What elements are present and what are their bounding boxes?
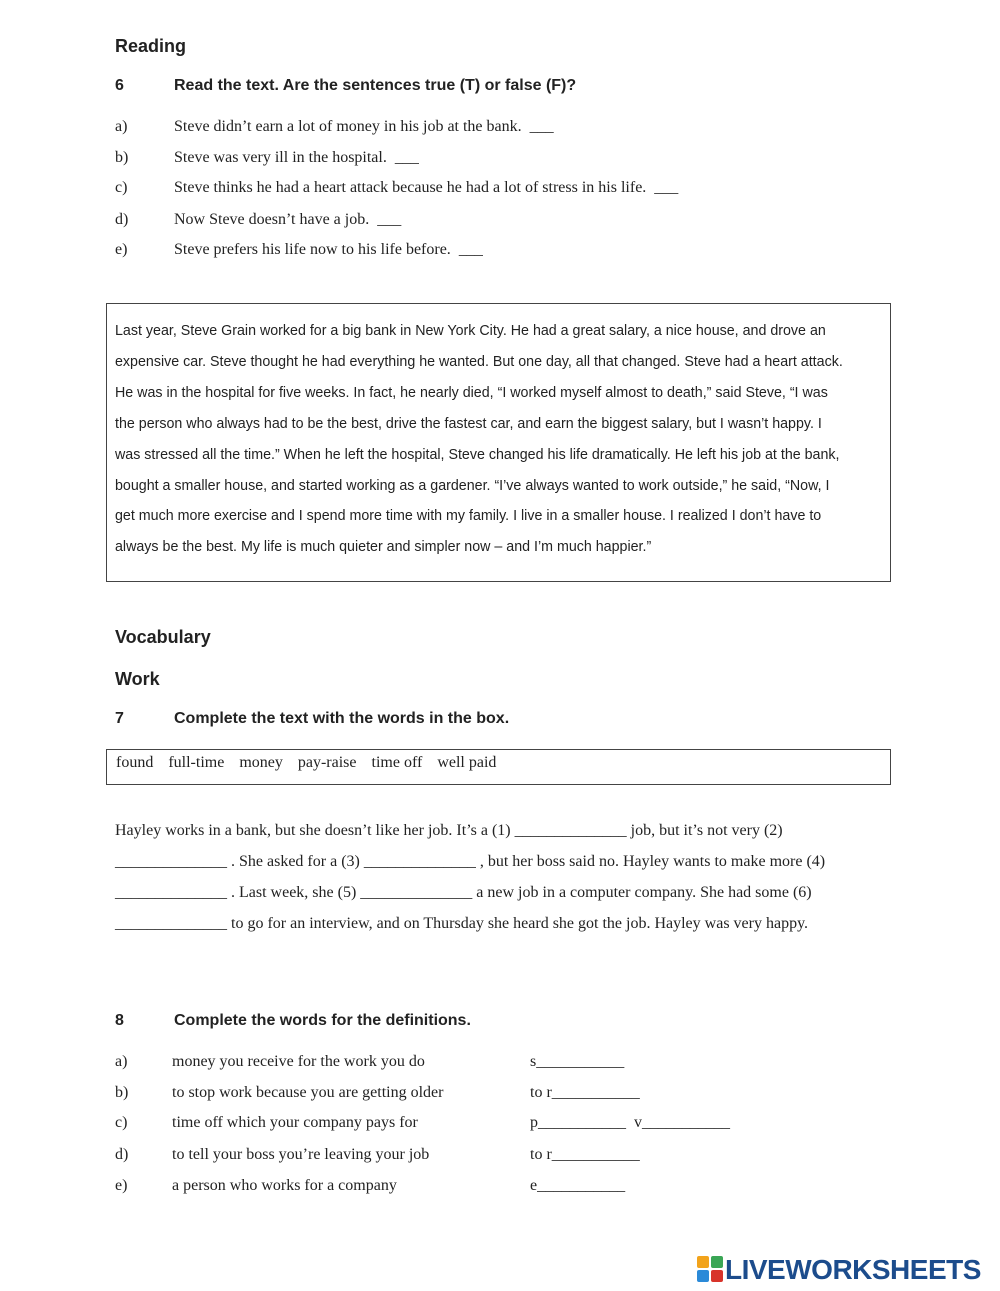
gap-2[interactable]: ______________ <box>115 853 227 870</box>
answer-blank[interactable]: ___ <box>394 149 419 166</box>
answer-field[interactable]: to r___________ <box>530 1084 640 1101</box>
definition-item <box>0 1146 1000 1170</box>
cloze-part: Hayley works in a bank, but she doesn’t like her job. It’s a (1) <box>115 822 515 839</box>
reading-passage-box <box>106 303 891 582</box>
cloze-part: job, but it’s not very (2) <box>626 822 783 839</box>
item-text: Steve prefers his life now to his life before. <box>174 241 451 258</box>
tf-item <box>0 149 1000 173</box>
answer-blank[interactable]: ___ <box>654 179 679 196</box>
word-box <box>106 749 891 785</box>
item-label: a) <box>115 118 128 135</box>
word-option: pay-raise <box>297 754 357 771</box>
gap-3[interactable]: ______________ <box>363 853 476 870</box>
word-option: money <box>239 754 283 771</box>
word-option: well paid <box>437 754 497 771</box>
word-option: full-time <box>168 754 225 771</box>
gap-5[interactable]: ______________ <box>360 884 473 901</box>
cloze-part: , but her boss said no. Hayley wants to make more (4) <box>475 853 826 870</box>
item-label: d) <box>115 1146 129 1163</box>
item-label: d) <box>115 211 129 228</box>
exercise-8-number: 8 <box>115 1012 124 1029</box>
cloze-part: . Last week, she (5) <box>227 884 361 901</box>
item-text: Steve was very ill in the hospital. <box>174 149 387 166</box>
vocabulary-heading: Vocabulary <box>115 627 211 647</box>
item-label: e) <box>115 1177 128 1194</box>
cloze-part: to go for an interview, and on Thursday she heard she got the job. Hayley was very happy. <box>227 915 809 932</box>
gap-6[interactable]: ______________ <box>115 915 227 932</box>
answer-field[interactable]: to r___________ <box>530 1146 640 1163</box>
definition-item <box>0 1084 1000 1108</box>
item-text: Steve thinks he had a heart attack because he had a lot of stress in his life. <box>174 179 647 196</box>
tf-item <box>0 211 1000 235</box>
definition-item <box>0 1053 1000 1077</box>
tf-item <box>0 118 1000 142</box>
definition-text: to tell your boss you’re leaving your job <box>172 1146 430 1163</box>
answer-blank[interactable]: ___ <box>529 118 554 135</box>
definition-item <box>0 1177 1000 1201</box>
answer-field[interactable]: s___________ <box>530 1053 625 1070</box>
cloze-part: a new job in a computer company. She had some (6) <box>472 884 812 901</box>
exercise-8-instruction: Complete the words for the definitions. <box>174 1012 471 1029</box>
exercise-6-number: 6 <box>115 77 124 94</box>
item-label: c) <box>115 1114 128 1131</box>
definition-item <box>0 1114 1000 1138</box>
exercise-6-instruction: Read the text. Are the sentences true (T) or false (F)? <box>174 77 577 94</box>
exercise-7-number: 7 <box>115 710 124 727</box>
tf-item <box>0 179 1000 203</box>
answer-blank[interactable]: ___ <box>458 241 483 258</box>
item-text: Steve didn’t earn a lot of money in his job at the bank. <box>174 118 522 135</box>
answer-field[interactable]: p___________ v___________ <box>530 1114 730 1131</box>
tf-item <box>0 241 1000 265</box>
exercise-7-instruction: Complete the text with the words in the box. <box>174 710 510 727</box>
cloze-text <box>115 815 885 939</box>
work-subheading: Work <box>115 669 160 689</box>
gap-4[interactable]: ______________ <box>115 884 227 901</box>
answer-field[interactable]: e___________ <box>530 1177 626 1194</box>
definition-text: a person who works for a company <box>172 1177 397 1194</box>
reading-heading: Reading <box>115 36 187 56</box>
liveworksheets-logo-icon <box>697 1256 723 1282</box>
definition-text: to stop work because you are getting older <box>172 1084 444 1101</box>
item-label: a) <box>115 1053 128 1070</box>
reading-passage: Last year, Steve Grain worked for a big bank in New York City. He had a great salary, a nice house, and drove an expensive car. Steve thought he had everything he wanted. But one day, all that changed. Steve had a heart attack. He was in the hospital for five weeks. In fact, he nearly died, “I worked myself almost to death,” said Steve, “I was the person who always had to be the best, drive the fastest car, and earn the biggest salary, but I wasn’t happy. I was stressed all the time.” When he left the hospital, Steve changed his life dramatically. He left his job at the bank, bought a smaller house, and started working as a gardener. “I’ve always wanted to work outside,” he said, “Now, I get much more exercise and I spend more time with my family. I live in a smaller house. I realized I don’t have to always be the best. My life is much quieter and simpler now – and I’m much happier.” <box>115 322 843 556</box>
answer-blank[interactable]: ___ <box>377 211 402 228</box>
item-label: b) <box>115 1084 129 1101</box>
word-option: time off <box>371 754 423 771</box>
item-label: b) <box>115 149 129 166</box>
gap-1[interactable]: ______________ <box>514 822 627 839</box>
item-label: c) <box>115 179 128 196</box>
item-label: e) <box>115 241 128 258</box>
word-option: found <box>116 754 154 771</box>
cloze-part: . She asked for a (3) <box>227 853 364 870</box>
definition-text: money you receive for the work you do <box>172 1053 425 1070</box>
item-text: Now Steve doesn’t have a job. <box>174 211 370 228</box>
definition-text: time off which your company pays for <box>172 1114 418 1131</box>
logo-text: LIVEWORKSHEETS <box>725 1254 981 1285</box>
